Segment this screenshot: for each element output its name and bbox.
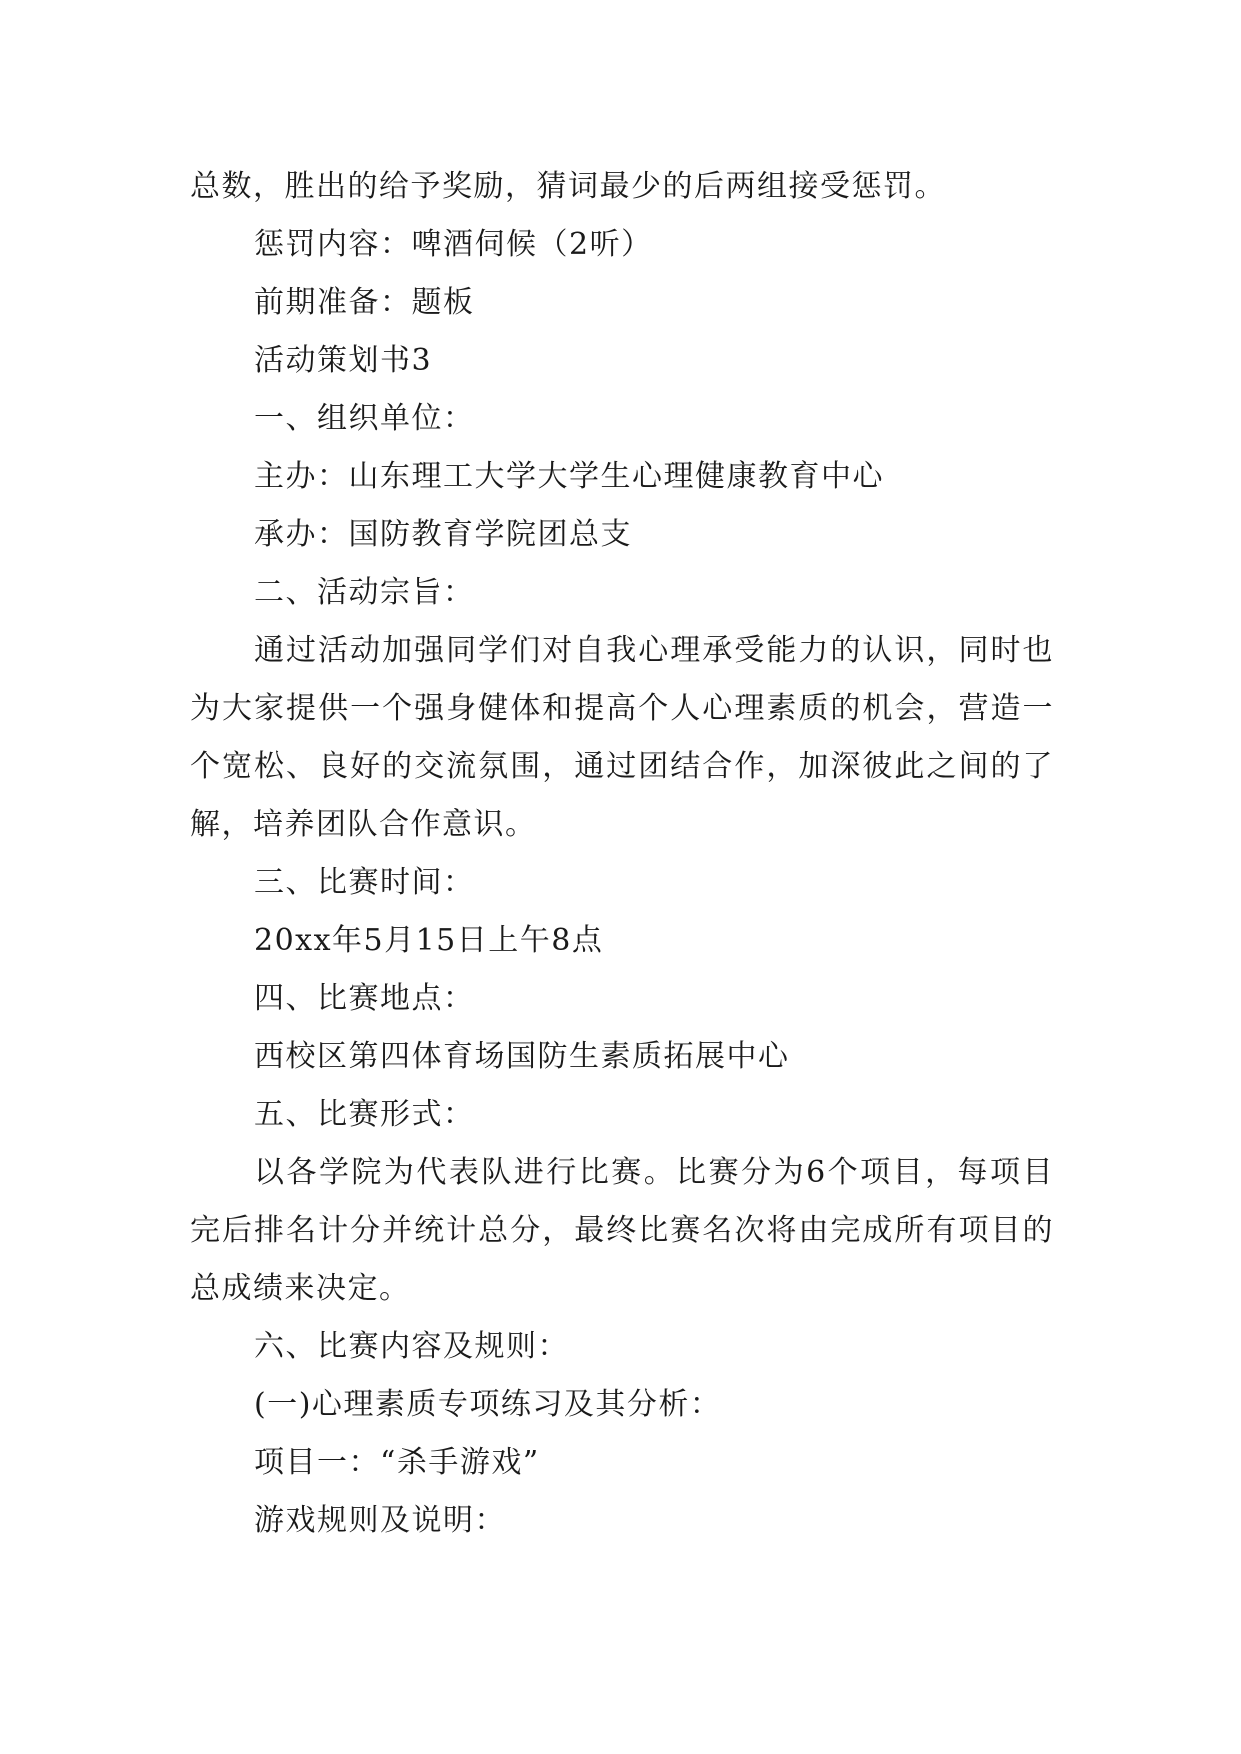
heading-time: 三、比赛时间： — [254, 865, 475, 900]
heading-location: 四、比赛地点： — [254, 981, 475, 1016]
paragraph-time: 20xx年5月15日上午8点 — [254, 923, 604, 958]
paragraph-format: 以各学院为代表队进行比赛。比赛分为6个项目，每项目完后排名计分并统计总分，最终比赛名次将由完成所有项目的总成绩来决定。 — [190, 1155, 1054, 1306]
subheading-psych-training: (一)心理素质专项练习及其分析： — [254, 1387, 722, 1422]
section-heading-plan-3: 活动策划书3 — [254, 343, 433, 378]
paragraph-1: 总数，胜出的给予奖励，猜词最少的后两组接受惩罚。 — [190, 169, 946, 204]
heading-content-rules: 六、比赛内容及规则： — [254, 1329, 569, 1364]
paragraph-purpose: 通过活动加强同学们对自我心理承受能力的认识，同时也为大家提供一个强身健体和提高个人心理素质的机会，营造一个宽松、良好的交流氛围，通过团结合作，加深彼此之间的了解，培养团队合作意识。 — [190, 633, 1054, 842]
paragraph-3: 前期准备：题板 — [254, 285, 475, 320]
paragraph-host: 主办：山东理工大学大学生心理健康教育中心 — [254, 459, 884, 494]
paragraph-location: 西校区第四体育场国防生素质拓展中心 — [254, 1039, 790, 1074]
paragraph-co-host: 承办：国防教育学院团总支 — [254, 517, 632, 552]
heading-purpose: 二、活动宗旨： — [254, 575, 475, 610]
heading-format: 五、比赛形式： — [254, 1097, 475, 1132]
document-body — [190, 158, 1054, 1550]
paragraph-item-one: 项目一：“杀手游戏” — [254, 1445, 540, 1480]
paragraph-2: 惩罚内容：啤酒伺候（2听） — [254, 227, 653, 262]
heading-organizer: 一、组织单位： — [254, 401, 475, 436]
paragraph-game-rules: 游戏规则及说明： — [254, 1503, 506, 1538]
